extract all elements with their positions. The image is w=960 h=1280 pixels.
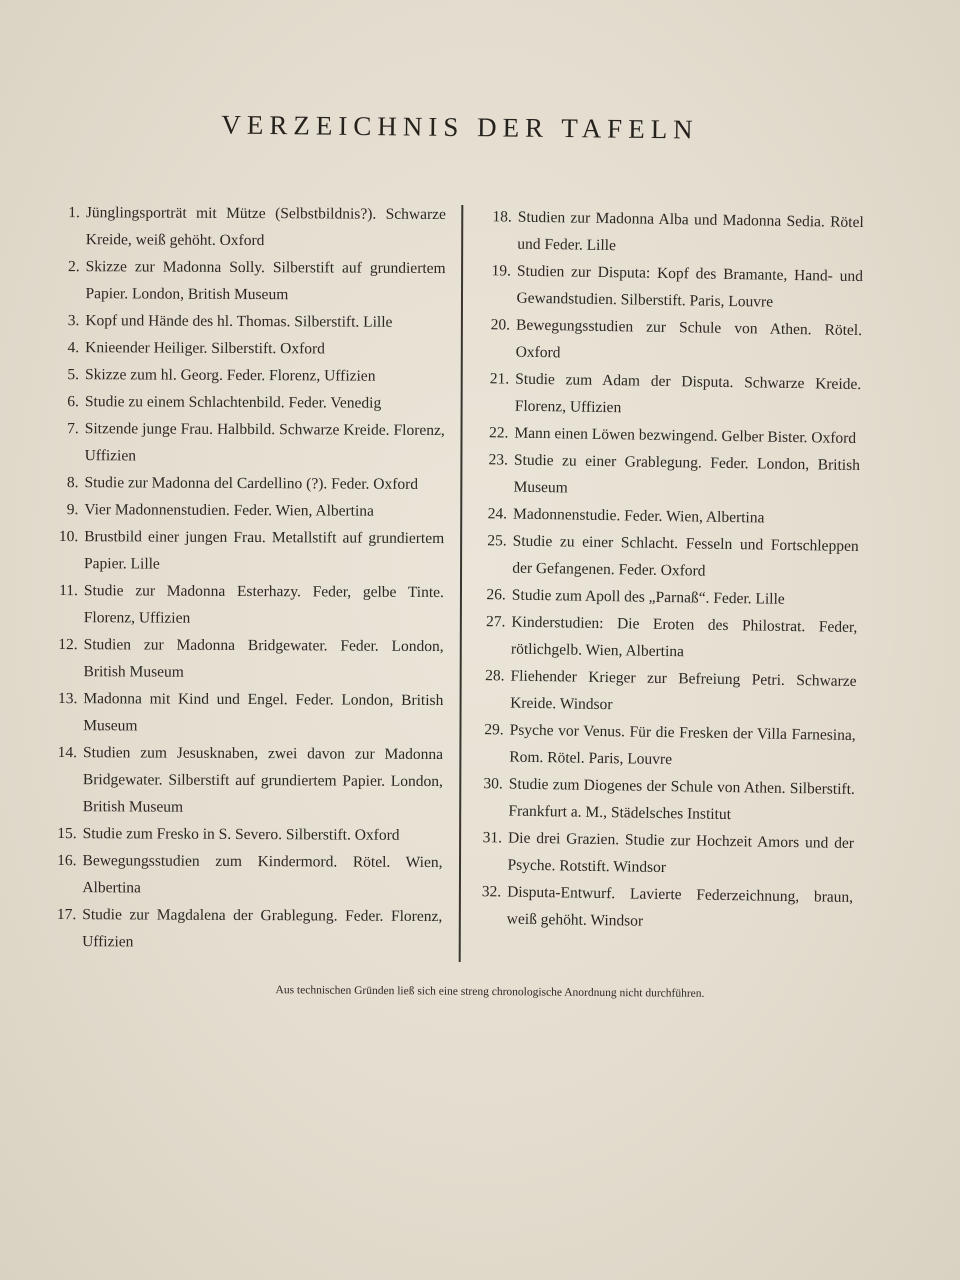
plate-description: Kinderstudien: Die Eroten des Philostrat. Feder, rötlichgelb. Wien, Albertina (510, 613, 858, 661)
plate-number: 5. (67, 366, 80, 384)
plate-entry (471, 608, 858, 668)
plate-number: 12. (58, 636, 78, 654)
plate-description: Bewegungsstudien zum Kindermord. Rötel. Wien, Albertina (82, 852, 443, 897)
plate-description: Psyche vor Venus. Für die Fresken der Villa Farnesina, Rom. Rötel. Paris, Louvre (509, 721, 856, 769)
plate-number: 17. (56, 906, 77, 924)
plate-description: Madonna mit Kind und Engel. Feder. London, British Museum (83, 690, 444, 735)
plate-number: 27. (485, 613, 506, 631)
plate-entry (42, 847, 442, 903)
plate-number: 31. (482, 829, 503, 847)
plate-description: Studien zur Disputa: Kopf des Bramante, Hand- und Gewandstudien. Silberstift. Paris, Louvre (516, 262, 864, 311)
plate-number: 25. (487, 532, 507, 550)
plate-list-left (42, 199, 446, 957)
plate-number: 32. (481, 883, 502, 901)
plate-number: 8. (66, 474, 79, 492)
plate-description: Studie zu einer Schlacht. Fesseln und Fortschleppen der Gefangenen. Feder. Oxford (512, 532, 859, 580)
plate-number: 3. (67, 312, 80, 330)
plate-entry (477, 203, 864, 263)
plate-entry (43, 739, 443, 822)
plate-description: Skizze zur Madonna Solly. Silberstift auf grundiertem Papier. London, British Museum (85, 258, 446, 304)
plate-entry (469, 716, 856, 776)
plate-description: Studie zu einem Schlachtenbild. Feder. Venedig (84, 393, 382, 412)
plate-description: Disputa-Entwurf. Lavierte Federzeichnung, braun, weiß gehöht. Windsor (506, 883, 854, 930)
plate-entry (468, 770, 855, 830)
plate-description: Vier Madonnenstudien. Feder. Wien, Albertina (84, 501, 374, 520)
plate-number: 23. (488, 451, 509, 469)
plate-number: 10. (58, 528, 79, 546)
plate-entry (43, 820, 443, 849)
plate-description: Studie zum Diogenes der Schule von Athen. Silberstift. Frankfurt a. M., Städelsches Institut (508, 775, 855, 824)
plate-entry (43, 685, 443, 741)
plate-number: 28. (485, 667, 505, 685)
plate-entry (45, 334, 445, 363)
plate-description: Bewegungsstudien zur Schule von Athen. Rötel. Oxford (515, 316, 863, 362)
plate-entry (475, 365, 862, 425)
plate-number: 24. (487, 505, 508, 523)
plate-description: Studie zur Madonna Esterhazy. Feder, gelbe Tinte. Florenz, Uffizien (83, 582, 444, 627)
plate-number: 1. (68, 204, 80, 222)
plate-description: Kopf und Hände des hl. Thomas. Silberstift. Lille (85, 312, 393, 331)
plate-entry (467, 878, 854, 938)
plate-entry (44, 577, 444, 633)
plate-number: 6. (67, 393, 79, 411)
plate-entry (467, 824, 854, 884)
plate-entry (42, 901, 442, 957)
plate-number: 7. (67, 420, 79, 438)
plate-list-right (467, 203, 864, 938)
plate-description: Mann einen Löwen bezwingend. Gelber Bister. Oxford (514, 424, 857, 447)
plate-description: Studie zu einer Grablegung. Feder. London, British Museum (513, 451, 861, 497)
plate-number: 9. (66, 501, 79, 519)
plate-entry (44, 496, 444, 525)
page-title: VERZEICHNIS DER TAFELN (221, 109, 699, 145)
plate-number: 11. (59, 582, 78, 600)
plate-number: 29. (484, 721, 504, 739)
plate-number: 16. (57, 852, 77, 870)
plate-number: 2. (67, 258, 80, 276)
plate-number: 26. (486, 586, 506, 604)
plate-entry (46, 199, 446, 255)
plate-description: Studien zur Madonna Bridgewater. Feder. London, British Museum (83, 636, 444, 681)
plate-entry (45, 361, 445, 390)
plate-description: Studie zur Magdalena der Grablegung. Feder. Florenz, Uffizien (82, 906, 443, 951)
plate-description: Studien zum Jesusknaben, zwei davon zur Madonna Bridgewater. Silberstift auf grundiertem Papier. London, British Museum (82, 744, 444, 816)
plate-number: 4. (67, 339, 80, 357)
plate-number: 14. (57, 744, 78, 762)
plate-entry (44, 469, 444, 498)
plate-entry (472, 527, 859, 587)
plate-description: Studie zur Madonna del Cardellino (?). Feder. Oxford (84, 474, 419, 493)
plate-description: Knieender Heiliger. Silberstift. Oxford (85, 339, 326, 358)
plate-number: 13. (57, 690, 78, 708)
plate-description: Skizze zum hl. Georg. Feder. Florenz, Uffizien (85, 366, 376, 385)
plate-description: Studien zur Madonna Alba und Madonna Sedia. Rötel und Feder. Lille (517, 208, 864, 255)
footnote: Aus technischen Gründen ließ sich eine streng chronologische Anordnung nicht durchführen. (275, 984, 705, 1000)
column-divider (459, 205, 463, 962)
plate-entry (45, 388, 445, 417)
plate-number: 15. (57, 825, 77, 843)
plate-number: 19. (491, 262, 512, 280)
plate-description: Sitzende junge Frau. Halbbild. Schwarze Kreide. Florenz, Uffizien (84, 420, 445, 465)
plate-description: Jünglingsporträt mit Mütze (Selbstbildnis?). Schwarze Kreide, weiß gehöht. Oxford (85, 204, 446, 250)
plate-description: Studie zum Apoll des „Parnaß“. Feder. Lille (511, 586, 785, 608)
plate-entry (470, 662, 857, 722)
plate-description: Die drei Grazien. Studie zur Hochzeit Amors und der Psyche. Rotstift. Windsor (507, 829, 855, 877)
plate-number: 18. (492, 208, 512, 226)
plate-description: Madonnenstudie. Feder. Wien, Albertina (512, 505, 765, 527)
plate-number: 22. (488, 424, 509, 442)
plate-number: 21. (489, 370, 510, 388)
plate-entry (473, 446, 860, 506)
plate-entry (476, 257, 863, 317)
plate-number: 30. (483, 775, 504, 793)
plate-description: Fliehender Krieger zur Befreiung Petri. Schwarze Kreide. Windsor (510, 667, 857, 714)
plate-entry (45, 253, 445, 309)
plate-description: Studie zum Adam der Disputa. Schwarze Kreide. Florenz, Uffizien (514, 370, 862, 417)
plate-entry (43, 631, 443, 687)
plate-entry (45, 415, 445, 471)
plate-entry (45, 307, 445, 336)
plate-description: Brustbild einer jungen Frau. Metallstift auf grundiertem Papier. Lille (84, 528, 445, 573)
plate-entry (475, 311, 862, 371)
plate-entry (44, 523, 444, 579)
plate-description: Studie zum Fresko in S. Severo. Silberstift. Oxford (82, 825, 400, 844)
plate-number: 20. (490, 316, 511, 334)
